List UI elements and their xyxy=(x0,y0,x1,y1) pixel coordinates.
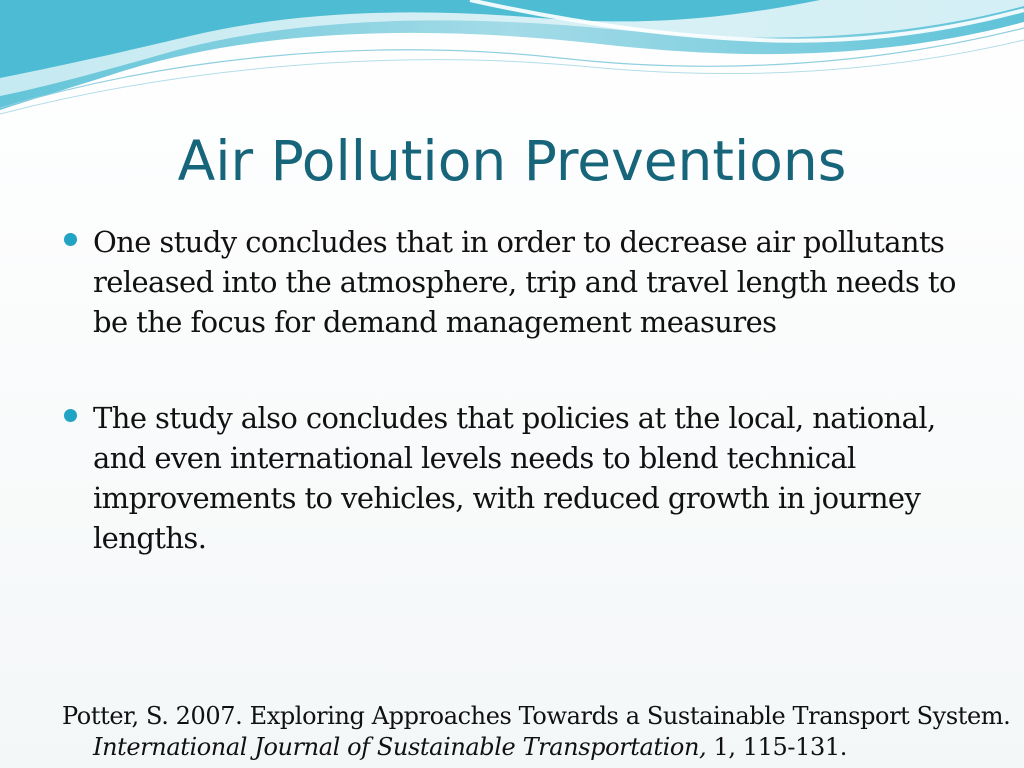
bullet-dot-icon xyxy=(64,233,77,246)
citation-journal: International Journal of Sustainable Transportation, xyxy=(93,733,707,761)
citation-prefix: Potter, S. 2007. Exploring Approaches Towards a Sustainable Transport System. xyxy=(62,702,1011,730)
bullet-text: The study also concludes that policies at the local, national, and even international levels needs to blend technical improvements to vehicles, with reduced growth in journey lengths. xyxy=(93,401,936,555)
citation-reference xyxy=(62,701,1024,763)
bullet-item xyxy=(62,398,962,558)
citation-suffix: 1, 115-131. xyxy=(706,733,847,761)
bullet-text: One study concludes that in order to decrease air pollutants released into the atmosphere, trip and travel length needs to be the focus for demand management measures xyxy=(93,225,956,339)
header-wave-decoration xyxy=(0,0,1024,130)
bullet-item xyxy=(62,222,962,342)
bullet-dot-icon xyxy=(64,409,77,422)
slide-title: Air Pollution Preventions xyxy=(177,129,847,193)
bullet-list xyxy=(62,222,962,614)
